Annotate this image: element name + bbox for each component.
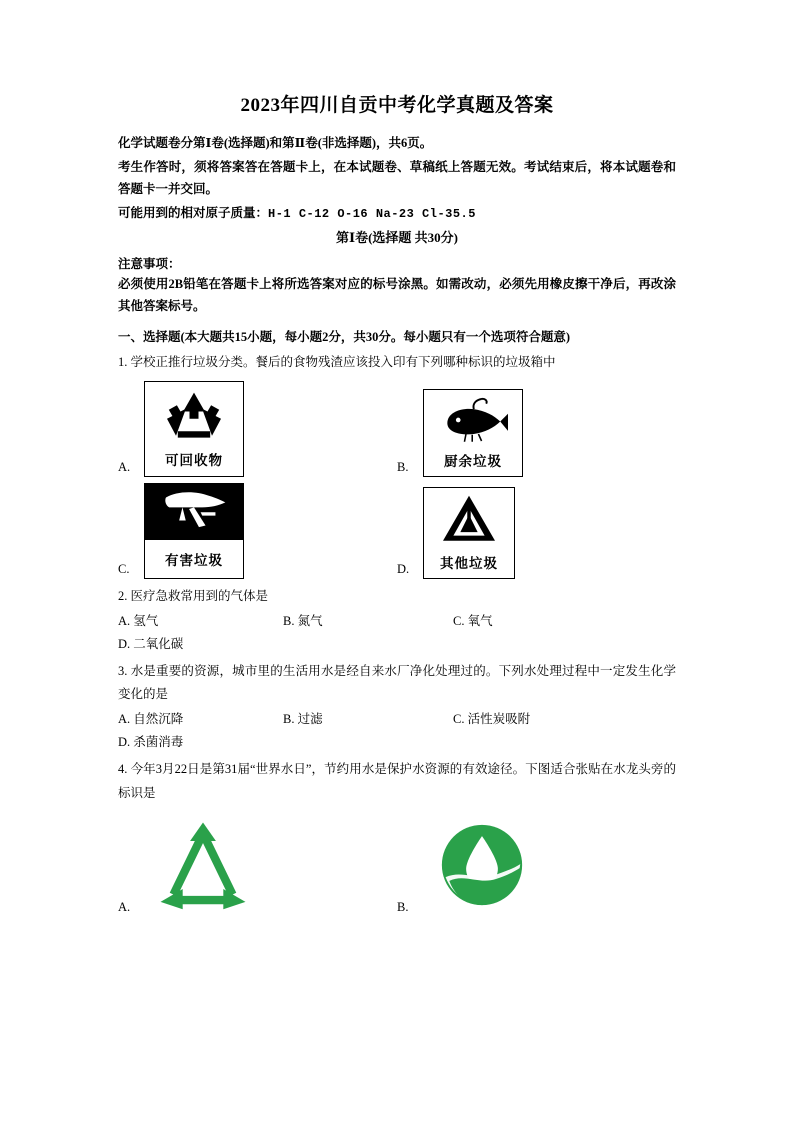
question-1-option-c[interactable] <box>118 483 397 579</box>
question-3-option-a[interactable]: A. 自然沉降 <box>118 712 184 727</box>
option-a-letter: A. <box>118 459 131 474</box>
atomic-mass-line <box>118 203 676 225</box>
other-waste-icon <box>441 494 497 551</box>
hazardous-waste-label: 有害垃圾 <box>165 552 223 568</box>
hazardous-waste-sign <box>144 483 244 579</box>
question-1-row-2 <box>118 483 676 579</box>
q4-option-b-letter: B. <box>397 899 409 914</box>
question-2-option-a[interactable]: A. 氢气 <box>118 613 159 628</box>
recycle-icon <box>165 389 223 448</box>
section-heading: 一、选择题(本大题共15小题，每小题2分，共30分。每小题只有一个选项符合题意) <box>118 330 571 345</box>
option-c-letter: C. <box>118 561 130 576</box>
question-2-options <box>118 610 676 656</box>
notice-heading: 注意事项： <box>118 256 181 271</box>
question-1-option-b[interactable] <box>397 389 676 477</box>
question-2-option-d[interactable]: D. 二氧化碳 <box>118 636 184 651</box>
question-4-text: 今年3月22日是第31届“世界水日”，节约用水是保护水资源的有效途径。下图适合张贴在水龙头旁的标识是 <box>118 762 676 800</box>
question-3-text: 水是重要的资源，城市里的生活用水是经自来水厂净化处理过的。下列水处理过程中一定发生化学变化的是 <box>118 663 676 701</box>
option-b-letter: B. <box>397 459 409 474</box>
atomic-mass-values: H-1 C-12 O-16 Na-23 Cl-35.5 <box>268 206 476 221</box>
question-3-number: 3. <box>118 663 128 678</box>
food-waste-icon <box>438 396 508 449</box>
question-1-number: 1. <box>118 355 128 370</box>
volume-heading: 第Ⅰ卷(选择题 共30分) <box>336 229 458 245</box>
question-3-options <box>118 708 676 754</box>
question-2-number: 2. <box>118 588 128 603</box>
food-waste-sign <box>423 389 523 477</box>
question-3-option-d[interactable]: D. 杀菌消毒 <box>118 735 184 750</box>
intro-line-2: 考生作答时，须将答案答在答题卡上，在本试题卷、草稿纸上答题无效。考试结束后，将本试题卷和答题卡一并交回。 <box>118 159 676 196</box>
question-1-option-d[interactable] <box>397 487 676 579</box>
question-4-stem <box>118 758 676 804</box>
question-4-number: 4. <box>118 762 128 777</box>
option-d-letter: D. <box>397 561 410 576</box>
atomic-mass-label: 可能用到的相对原子质量： <box>118 205 269 220</box>
recycling-arrows-art <box>144 819 262 917</box>
water-drop-circle-art <box>423 819 541 917</box>
question-4-option-a[interactable] <box>118 819 397 917</box>
question-1-text: 学校正推行垃圾分类。餐后的食物残渣应该投入印有下列哪种标识的垃圾箱中 <box>130 355 556 370</box>
question-1-row-1 <box>118 381 676 477</box>
question-4-image-options <box>118 819 676 917</box>
other-waste-sign <box>423 487 515 579</box>
question-2-stem <box>118 585 676 608</box>
hazardous-waste-icon <box>161 487 227 536</box>
q4-option-a-letter: A. <box>118 899 131 914</box>
question-1-image-options <box>118 381 676 579</box>
question-3-option-b[interactable]: B. 过滤 <box>283 712 323 727</box>
recyclable-sign <box>144 381 244 477</box>
page-title: 2023年四川自贡中考化学真题及答案 <box>240 95 554 116</box>
food-waste-label: 厨余垃圾 <box>444 453 502 469</box>
intro-line-1: 化学试题卷分第Ⅰ卷(选择题)和第Ⅱ卷(非选择题)，共6页。 <box>118 136 433 150</box>
notice-text: 必须使用2B铅笔在答题卡上将所选答案对应的标号涂黑。如需改动，必须先用橡皮擦干净后，再改涂其他答案标号。 <box>118 276 676 313</box>
water-drop-circle-icon <box>440 823 524 912</box>
question-1-option-a[interactable] <box>118 381 397 477</box>
question-2-option-c[interactable]: C. 氧气 <box>453 613 493 628</box>
question-1-stem <box>118 351 676 374</box>
question-3-stem <box>118 660 676 706</box>
recyclable-label: 可回收物 <box>165 452 223 468</box>
other-waste-label: 其他垃圾 <box>440 555 498 571</box>
question-3-option-c[interactable]: C. 活性炭吸附 <box>453 712 531 727</box>
question-2-text: 医疗急救常用到的气体是 <box>130 588 269 603</box>
question-2-option-b[interactable]: B. 氮气 <box>283 613 323 628</box>
question-4-option-b[interactable] <box>397 819 676 917</box>
recycling-arrows-icon <box>147 817 259 918</box>
